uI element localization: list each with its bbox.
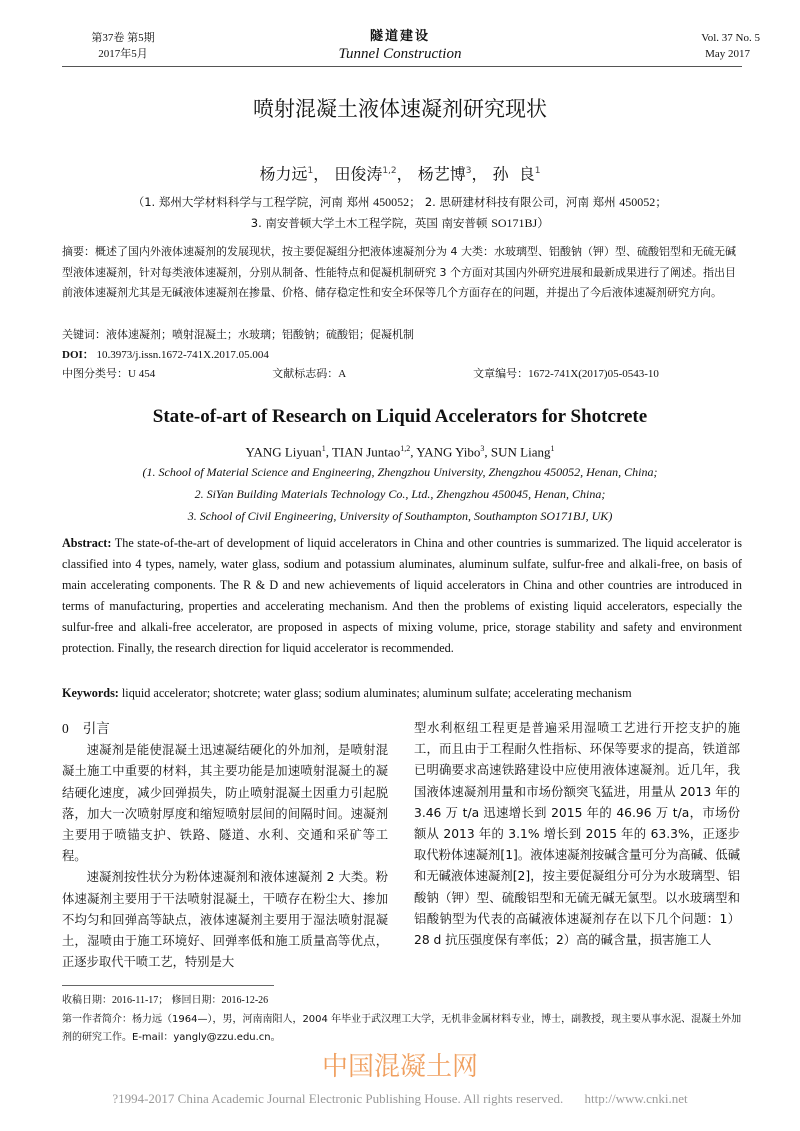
abstract-en [62,533,742,680]
affiliation-cn-2: 2. 思研建材科技有限公司，河南 郑州 [424,195,616,209]
author-en: YANG Liyuan [245,444,322,460]
bio-label: 第一作者简介： [62,1014,132,1025]
section-title: 引言 [82,721,110,737]
author-affil-sup: 1,2 [382,166,397,176]
article-no-label: 文章编号： [473,367,529,380]
abstract-cn-text: 概述了国内外液体速凝剂的发展现状，按主要促凝组分把液体速凝剂分为 4 大类：水玻璃型、铝酸钠（钾）型、硫酸铝型和无硫无碱型液体速凝剂，针对每类液体速凝剂，分别从制备、性能特点和促凝机制研究 3 个方面对其国内外研究进展和最新成果进行了阐述。指出目前液体速凝剂尤其是无碱液体速凝剂在掺量、价格、储存稳定性和安全环保等几个方面存在的问题，并提出了今后液体速凝剂研究方向。 [62,245,736,299]
author-cn: 田俊涛 [334,164,383,184]
header-date-en: May 2017 [705,48,750,60]
classification-line [62,366,742,383]
abstract-en-text: The state-of-the-art of development of liquid accelerators in China and other countries is summarized. The liquid accelerator is classified into 4 types, namely, water glass, sodium and potassium aluminates, aluminum sulfate, sulfur-free and alkali-free, on basis of main accelerating components. The R & D and new achievements of liquid accelerators in China and other countries are introduced in terms of manufacturing, properties and accelerating mechanism. And then the problems of existing liquid accelerators, especially the sulfur-free and alkali-free accelerator, are proposed in aspects of mixing volume, price, storage stability and safety and environment protection. Finally, the research direction for liquid accelerator is recommended. [62,536,742,655]
affiliation-en-3: 3. School of Civil Engineering, University of Southampton, Southampton SO171BJ, UK) [187,509,613,523]
author-affil-sup: 1 [534,166,541,176]
keywords-cn [62,325,742,345]
author-en: TIAN Juntao [331,444,401,460]
body-paragraph: 速凝剂是能使混凝土迅速凝结硬化的外加剂，是喷射混凝土施工中重要的材料，其主要功能是加速喷射混凝土的凝结硬化速度，减少回弹损失，防止喷射混凝土因重力引起脱落，加大一次喷射厚度和缩短喷射层间的间隔时间。速凝剂主要用于喷锚支护、铁路、隧道、水利、交通和采矿等工程。 [62,743,388,864]
footnote-rule [62,985,274,986]
doc-code-value: A [338,368,347,380]
authors-en: YANG Liyuan$^1$, TIAN Juntao$^{1,2}$, YANG Yibo$^3$, SUN Liang$^1$ [245,444,555,460]
bio-text: 杨力远（1964—），男，河南南阳人，2004 年毕业于武汉理工大学，无机非金属材料专业，博士，副教授，现主要从事水泥、混凝土外加剂的研究工作。E-mail：yangly@zzu.edu.cn。 [62,1014,742,1043]
doi-value[interactable]: 10.3973/j.issn.1672-741X.2017.05.004 [96,349,269,361]
footnote-dates [62,992,742,1010]
footnote-author-bio [62,1011,742,1047]
cnki-link[interactable]: http://www.cnki.net [584,1091,688,1106]
keywords-cn-text: 液体速凝剂；喷射混凝土；水玻璃；铝酸钠；硫酸铝；促凝机制 [106,328,414,341]
revised-date: 2016-12-26 [221,995,269,1006]
header-rule [62,66,742,67]
author-en: SUN Liang [490,444,551,460]
doc-code-label: 文献标志码： [272,367,339,380]
abstract-cn [62,242,742,324]
affiliation-cn-2-postcode: 450052； [619,195,668,209]
author-affil-sup: 3 [465,166,472,176]
revised-label: 修回日期： [171,995,222,1006]
author-cn: 杨艺博 [417,164,466,184]
author-affil-sup: 1 [307,166,314,176]
authors-cn: 杨力远$^1$， 田俊涛$^{1,2}$， 杨艺博$^3$， 孙 良$^1$ [259,164,541,184]
clc-label: 中图分类号： [62,367,128,380]
header-volume-en [640,30,760,62]
author-affil-sup: 1 [550,444,555,453]
author-cn: 孙 良 [492,164,535,184]
doi [62,347,269,364]
affiliation-cn-3-postcode: SO171BJ） [491,216,550,230]
affiliation-en-2: 2. SiYan Building Materials Technology Co., Ltd., Zhengzhou 450045, Henan, China; [194,487,606,501]
keywords-en-label: Keywords: [62,686,119,700]
section-heading [62,718,388,740]
author-cn: 杨力远 [259,164,308,184]
keywords-en [62,683,752,703]
section-number: 0 [62,721,69,736]
affiliation-cn-line1 [40,192,760,212]
body-column-left [62,718,388,972]
paper-title-en: State-of-art of Research on Liquid Accelerators for Shotcrete [152,406,648,427]
watermark-logo: 中国混凝土网 [321,1052,478,1082]
author-affil-sup: 1 [321,444,326,453]
header-volume-issue-en: Vol. 37 No. 5 [701,32,760,44]
doi-label: DOI： [62,349,94,361]
copyright-text: ?1994-2017 China Academic Journal Electronic Publishing House. All rights reserved. [112,1091,564,1106]
author-affil-sup: 1,2 [400,444,411,453]
received-date: 2016-11-17； [112,995,169,1006]
header-volume-issue-cn: 第37卷 第5期 [91,32,155,44]
author-affil-sup: 3 [480,444,485,453]
copyright-line [20,1090,780,1108]
abstract-en-label: Abstract: [62,536,112,550]
keywords-cn-label: 关键词： [62,328,106,341]
body-column-right [414,718,740,972]
header-volume-cn [63,30,183,62]
received-label: 收稿日期： [62,995,112,1006]
body-paragraph: 型水利枢纽工程更是普遍采用湿喷工艺进行开挖支护的施工，而且由于工程耐久性指标、环保等要求的提高，铁道部已明确要求高速铁路建设中应使用液体速凝剂。近几年，我国液体速凝剂用量和市场份额突飞猛进，用量从 2013 年的 3.46 万 t/a 迅速增长到 2015 年的 46.96 万 t/a，市场份额从 2013 年的 3.1% 增长到 2015 年的 63.3%，正逐步取代粉体速凝剂[1]。液体速凝剂按碱含量可分为高碱、低碱和无碱液体速凝剂[2]，按主要促凝组分可分为水玻璃型、铝酸钠（钾）型、硫酸铝型和无硫无碱无氯型。以水玻璃型和铝酸钠型为代表的高碱液体速凝剂存在以下几个问题：1）28 d 抗压强度保有率低；2）高的碱含量，损害施工人 [414,721,740,948]
header-date-cn: 2017年5月 [98,48,148,60]
affiliation-en-1: (1. School of Material Science and Engineering, Zhengzhou University, Zhengzhou 450052, Henan, China; [142,465,658,479]
journal-name [300,28,500,64]
author-en: YANG Yibo [416,444,481,460]
body-paragraph: 速凝剂按性状分为粉体速凝剂和液体速凝剂 2 大类。粉体速凝剂主要用于干法喷射混凝土，干喷存在粉尘大、掺加不均匀和回弹高等缺点，液体速凝剂主要用于湿法喷射混凝土，湿喷由于施工环境好、回弹率低和施工质量高等优点，正逐步取代干喷工艺，特别是大 [62,870,388,970]
abstract-cn-label: 摘要： [62,245,95,258]
article-no-value: 1672-741X(2017)05-0543-10 [528,368,659,380]
affiliation-cn-3: 3. 南安普顿大学土木工程学院，英国 南安普顿 [250,216,488,230]
affiliation-cn-line2 [40,213,760,233]
journal-name-en: Tunnel Construction [338,46,462,62]
clc-value: U 454 [128,368,156,380]
journal-name-cn: 隧道建设 [369,28,430,43]
affiliation-cn-1-postcode: 450052； [373,195,422,209]
affiliation-cn-1: （1. 郑州大学材料科学与工程学院，河南 郑州 [132,195,370,209]
paper-title-cn: 喷射混凝土液体速凝剂研究现状 [253,97,547,121]
keywords-en-text: liquid accelerator; shotcrete; water glass; sodium aluminates; aluminum sulfate; accelerating mechanism [121,686,632,700]
